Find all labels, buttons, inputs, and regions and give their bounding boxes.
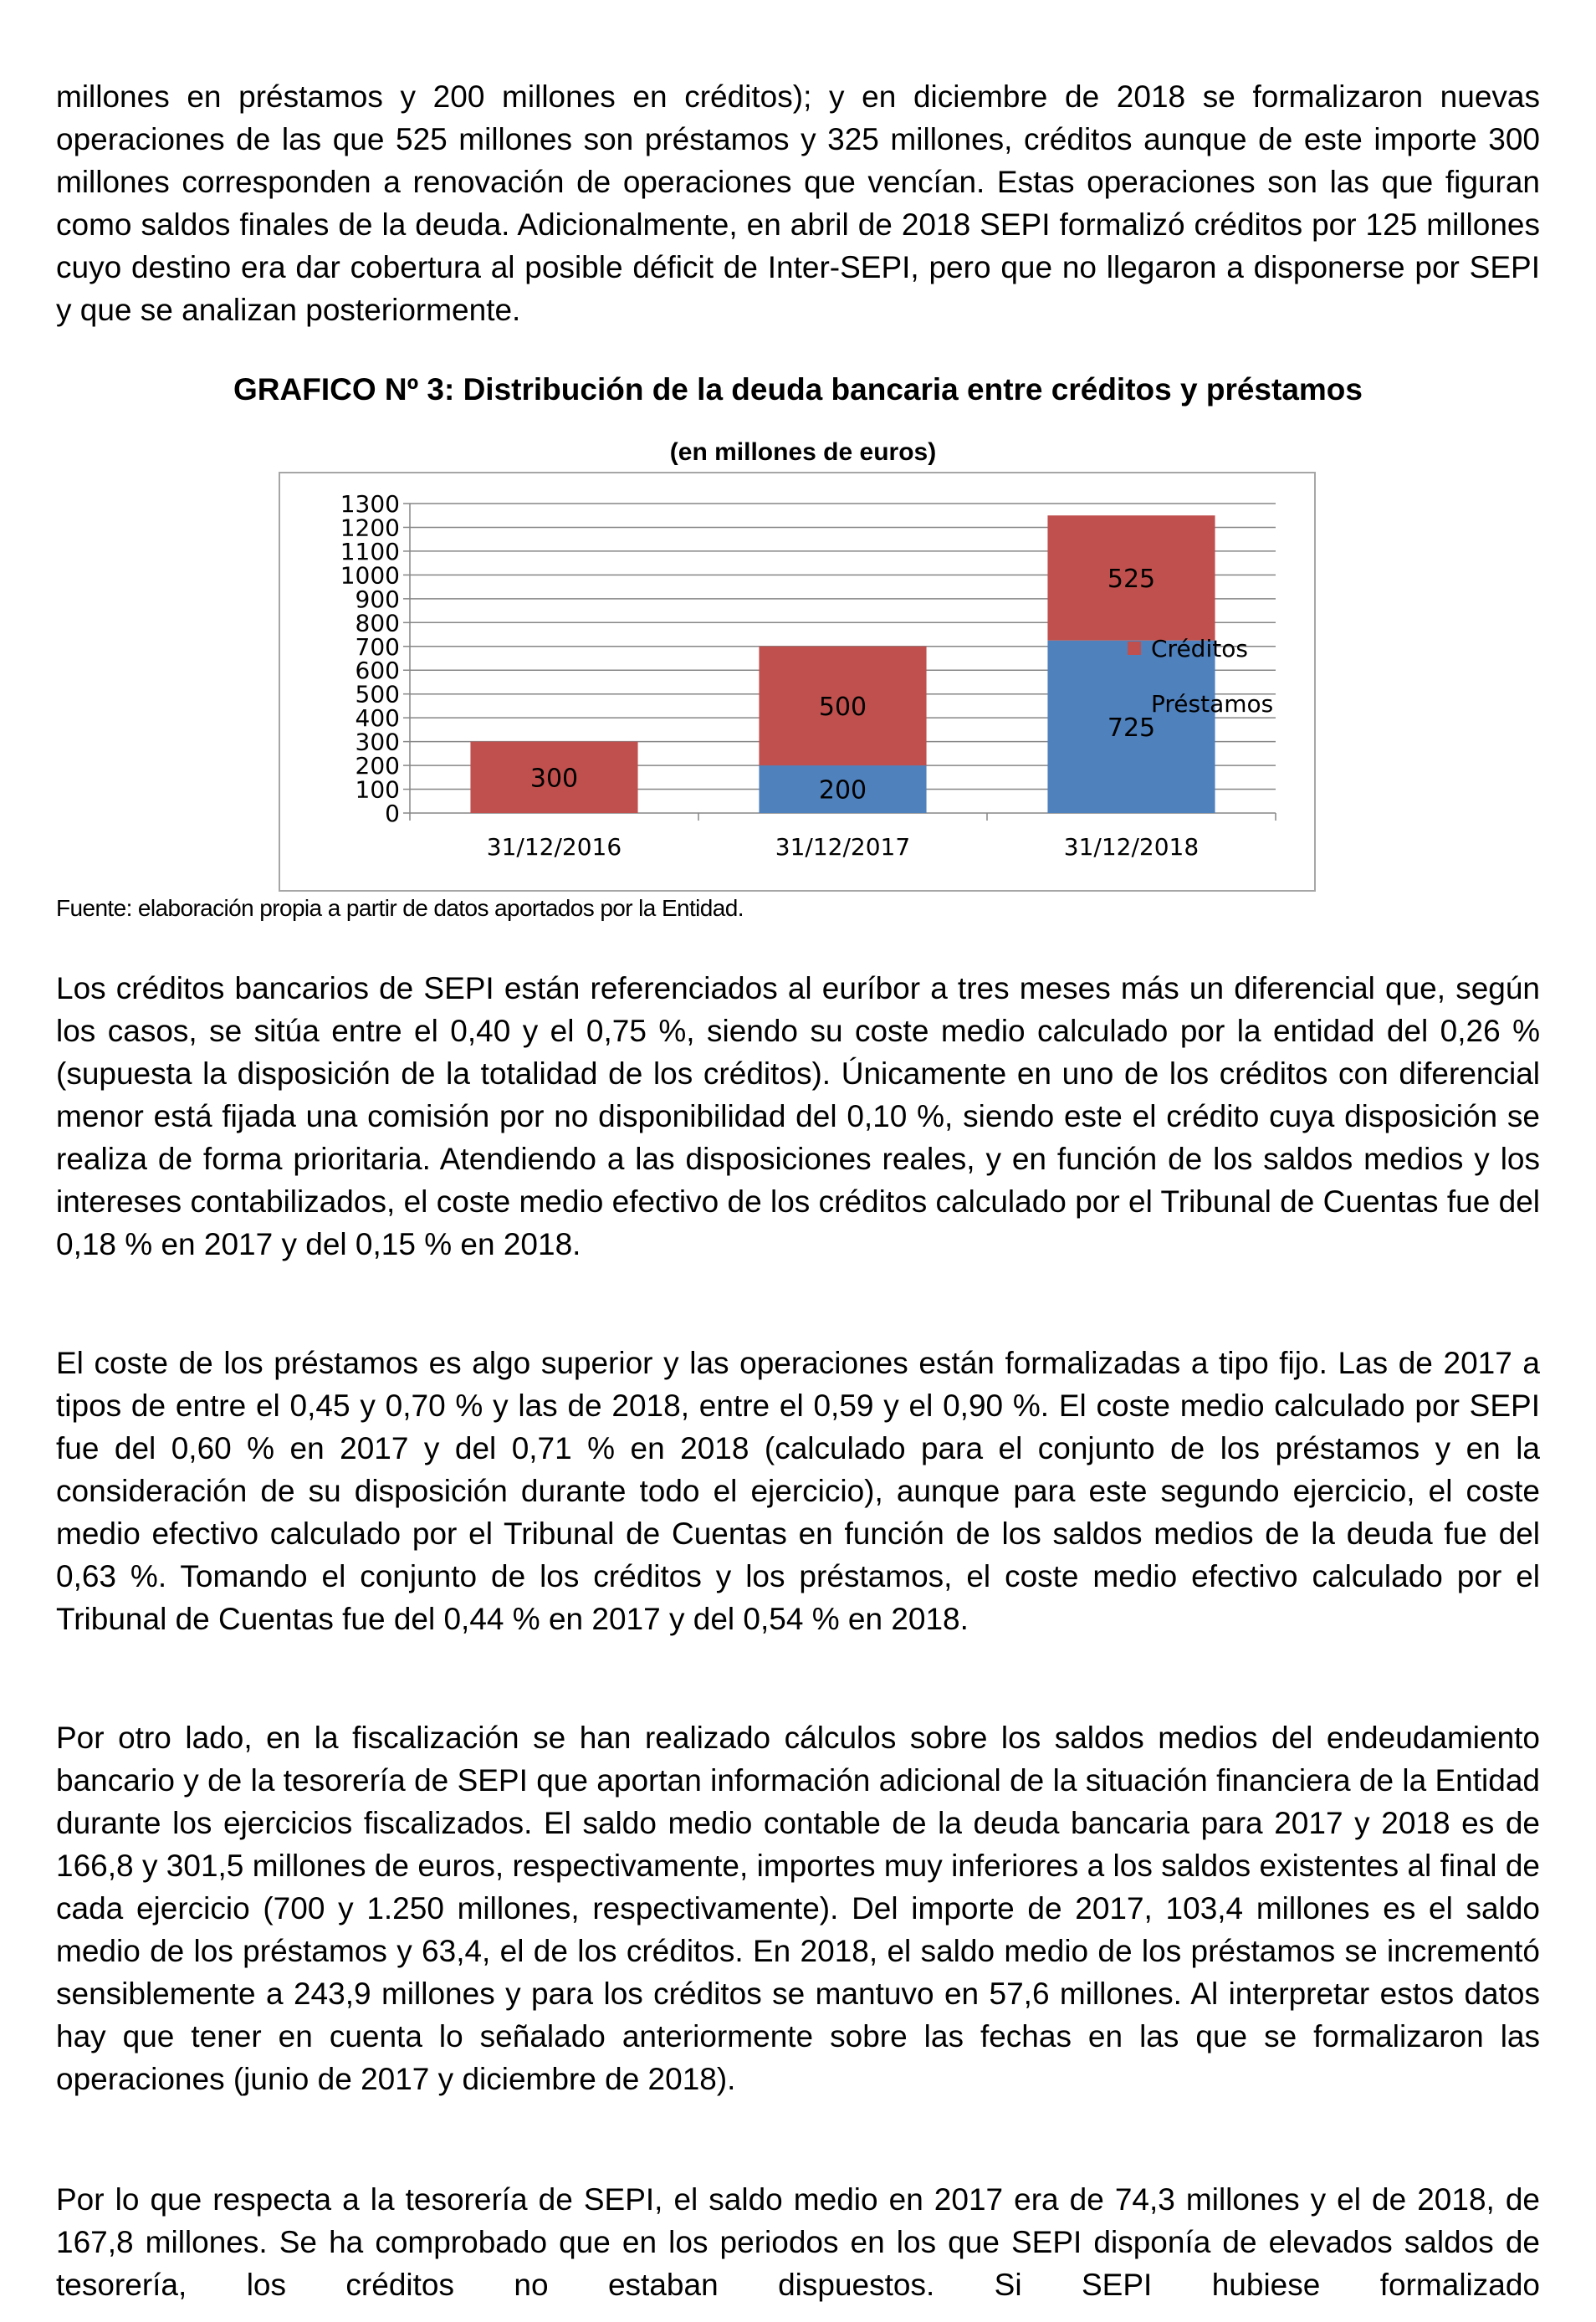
data-label: 200 [818,775,867,806]
data-label: 525 [1107,564,1156,594]
y-tick-label: 1200 [340,514,400,542]
paragraph-4: Por otro lado, en la fiscalización se han realizado cálculos sobre los saldos medios del endeudamiento bancario y de la tesorería de SEPI que aportan información adicional de la situación financiera de la Entidad durante los ejercicios fiscalizados. El saldo medio contable de la deuda bancaria para 2017 y 2018 es de 166,8 y 301,5 millones de euros, respectivamente, importes muy inferiores a los saldos existentes al final de cada ejercicio (700 y 1.250 millones, respectivamente). Del importe de 2017, 103,4 millones es el saldo medio de los préstamos y 63,4, el de los créditos. En 2018, el saldo medio de los préstamos se incrementó sensiblemente a 243,9 millones y para los créditos se mantuvo en 57,6 millones. Al interpretar estos datos hay que tener en cuenta lo señalado anteriormente sobre las fechas en las que se formalizaron las operaciones (junio de 2017 y diciembre de 2018). [56,1721,1540,2096]
paragraph-2: Los créditos bancarios de SEPI están referenciados al euríbor a tres meses más un diferencial que, según los casos, se sitúa entre el 0,40 y el 0,75 %, siendo su coste medio calculado por la entidad del 0,26 % (supuesta la disposición de la totalidad de los créditos). Únicamente en uno de los créditos con diferencial menor está fijada una comisión por no disponibilidad del 0,10 %, siendo este el crédito cuya disposición se realiza de forma prioritaria. Atendiendo a las disposiciones reales, y en función de los saldos medios y los intereses contabilizados, el coste medio efectivo de los créditos calculado por el Tribunal de Cuentas fue del 0,18 % en 2017 y del 0,15 % en 2018. [56,971,1540,1261]
x-tick-label: 31/12/2017 [775,833,911,861]
chart-title: GRAFICO Nº 3: Distribución de la deuda bancaria entre créditos y préstamos [233,372,1363,407]
y-tick-label: 200 [355,752,400,780]
y-tick-label: 900 [355,585,400,613]
data-label: 300 [529,764,579,794]
x-tick-label: 31/12/2018 [1063,833,1200,861]
legend-swatch [1128,642,1141,655]
y-tick-label: 0 [385,800,400,827]
y-tick-label: 700 [355,632,400,661]
x-tick-label: 31/12/2016 [486,833,622,861]
paragraph-3: El coste de los préstamos es algo superior y las operaciones están formalizadas a tipo fijo. Las de 2017 a tipos de entre el 0,45 y 0,70 % y las de 2018, entre el 0,59 y el 0,90 %. El coste medio calculado por SEPI fue del 0,60 % en 2017 y del 0,71 % en 2018 (calculado para el conjunto de los préstamos y en la consideración de su disposición durante todo el ejercicio), aunque para este segundo ejercicio, el coste medio efectivo calculado por el Tribunal de Cuentas en función de los saldos medios de la deuda fue del 0,63 %. Tomando el conjunto de los créditos y los préstamos, el coste medio efectivo calculado por el Tribunal de Cuentas fue del 0,44 % en 2017 y del 0,54 % en 2018. [56,1346,1540,1636]
chart-source: Fuente: elaboración propia a partir de datos aportados por la Entidad. [56,895,744,921]
y-tick-label: 500 [355,680,400,708]
debt-distribution-chart [276,435,1318,895]
y-tick-label: 300 [355,728,400,756]
paragraph-5: Por lo que respecta a la tesorería de SEPI, el saldo medio en 2017 era de 74,3 millones y el de 2018, de 167,8 millones. Se ha comprobado que en los periodos en los que SEPI disponía de elevados saldos de tesorería, los créditos no estaban dispuestos. Si SEPI hubiese formalizado [56,2182,1540,2302]
legend-label: Préstamos [1151,690,1274,718]
paragraph-1: millones en préstamos y 200 millones en créditos); y en diciembre de 2018 se formalizaron nuevas operaciones de las que 525 millones son préstamos y 325 millones, créditos aunque de este importe 300 millones corresponden a renovación de operaciones que vencían. Estas operaciones son las que figuran como saldos finales de la deuda. Adicionalmente, en abril de 2018 SEPI formalizó créditos por 125 millones cuyo destino era dar cobertura al posible déficit de Inter-SEPI, pero que no llegaron a disponerse por SEPI y que se analizan posteriormente. [56,79,1540,327]
data-label: 500 [818,692,867,722]
chart-subtitle: (en millones de euros) [669,438,937,466]
y-tick-label: 1100 [340,537,400,565]
y-tick-label: 800 [355,609,400,637]
y-tick-label: 400 [355,704,400,733]
legend-swatch [1128,697,1141,710]
legend-label: Créditos [1151,635,1248,662]
y-tick-label: 600 [355,657,400,685]
data-label: 725 [1107,713,1156,743]
y-tick-label: 1300 [340,490,400,518]
y-tick-label: 100 [355,775,400,804]
y-tick-label: 1000 [340,561,400,590]
